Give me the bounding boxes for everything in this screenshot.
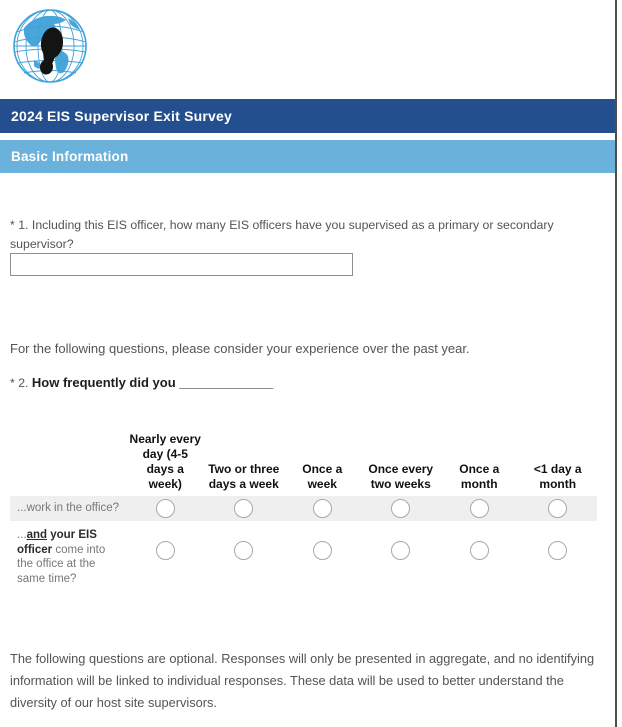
radio-button[interactable] bbox=[548, 499, 567, 518]
matrix-column-header: Two or three days a week bbox=[208, 462, 280, 491]
question-1-text-input[interactable] bbox=[10, 253, 353, 276]
required-asterisk: * bbox=[10, 376, 15, 390]
matrix-row-work-in-office bbox=[10, 496, 597, 521]
matrix-cell bbox=[283, 499, 362, 518]
matrix-row-label: ...work in the office? bbox=[17, 502, 120, 515]
matrix-column-header: Once a month bbox=[459, 462, 500, 491]
matrix-cell bbox=[205, 499, 284, 518]
label-bold-part: your EIS officer bbox=[17, 529, 97, 556]
matrix-cell bbox=[126, 524, 205, 560]
matrix-cell bbox=[362, 524, 441, 560]
survey-title: 2024 EIS Supervisor Exit Survey bbox=[11, 108, 232, 124]
section-title: Basic Information bbox=[11, 149, 129, 164]
globe-shoeprint-icon bbox=[10, 6, 90, 86]
matrix-row-officer-same-time bbox=[10, 524, 597, 594]
matrix-cell bbox=[205, 524, 284, 560]
radio-button[interactable] bbox=[470, 541, 489, 560]
question-1-number: 1. bbox=[18, 218, 29, 232]
radio-button[interactable] bbox=[313, 499, 332, 518]
section-header-bar bbox=[0, 140, 616, 173]
matrix-cell bbox=[440, 499, 519, 518]
matrix-column-header: Once every two weeks bbox=[368, 462, 434, 491]
matrix-header-row bbox=[126, 432, 597, 496]
matrix-row-label bbox=[10, 524, 126, 586]
radio-button[interactable] bbox=[548, 541, 567, 560]
radio-button[interactable] bbox=[156, 499, 175, 518]
question-1-text: Including this EIS officer, how many EIS officers have you supervised as a primary or secondary supervisor? bbox=[10, 218, 554, 251]
matrix-cell bbox=[519, 524, 598, 560]
label-rest: come into the office at the same time? bbox=[17, 543, 106, 585]
matrix-cell bbox=[519, 499, 598, 518]
radio-button[interactable] bbox=[391, 541, 410, 560]
matrix-cell bbox=[362, 499, 441, 518]
frequency-matrix bbox=[10, 432, 597, 594]
required-asterisk: * bbox=[10, 218, 15, 232]
label-prefix: ... bbox=[17, 529, 27, 541]
matrix-column-header: Once a week bbox=[302, 462, 343, 491]
radio-button[interactable] bbox=[391, 499, 410, 518]
radio-button[interactable] bbox=[470, 499, 489, 518]
radio-button[interactable] bbox=[313, 541, 332, 560]
matrix-cell bbox=[126, 499, 205, 518]
question-2-number: 2. bbox=[18, 376, 29, 390]
question-2 bbox=[10, 375, 610, 390]
matrix-column-header: Nearly every day (4-5 days a week) bbox=[129, 432, 201, 491]
matrix-cell bbox=[440, 524, 519, 560]
question-1 bbox=[10, 216, 595, 254]
matrix-column-header: <1 day a month bbox=[533, 462, 582, 491]
radio-button[interactable] bbox=[234, 499, 253, 518]
survey-title-bar bbox=[0, 99, 616, 133]
right-border-line bbox=[615, 0, 617, 727]
radio-button[interactable] bbox=[234, 541, 253, 560]
matrix-cell bbox=[283, 524, 362, 560]
intro-text: For the following questions, please consider your experience over the past year. bbox=[10, 341, 470, 356]
radio-button[interactable] bbox=[156, 541, 175, 560]
eis-globe-logo bbox=[10, 6, 90, 86]
optional-questions-note: The following questions are optional. Responses will only be presented in aggregate, and no identifying information will be linked to individual responses. These data will be used to better understand the diversity of our host site supervisors. bbox=[10, 651, 595, 710]
label-and-underlined: and bbox=[26, 529, 48, 541]
question-2-text: How frequently did you _____________ bbox=[31, 375, 274, 390]
